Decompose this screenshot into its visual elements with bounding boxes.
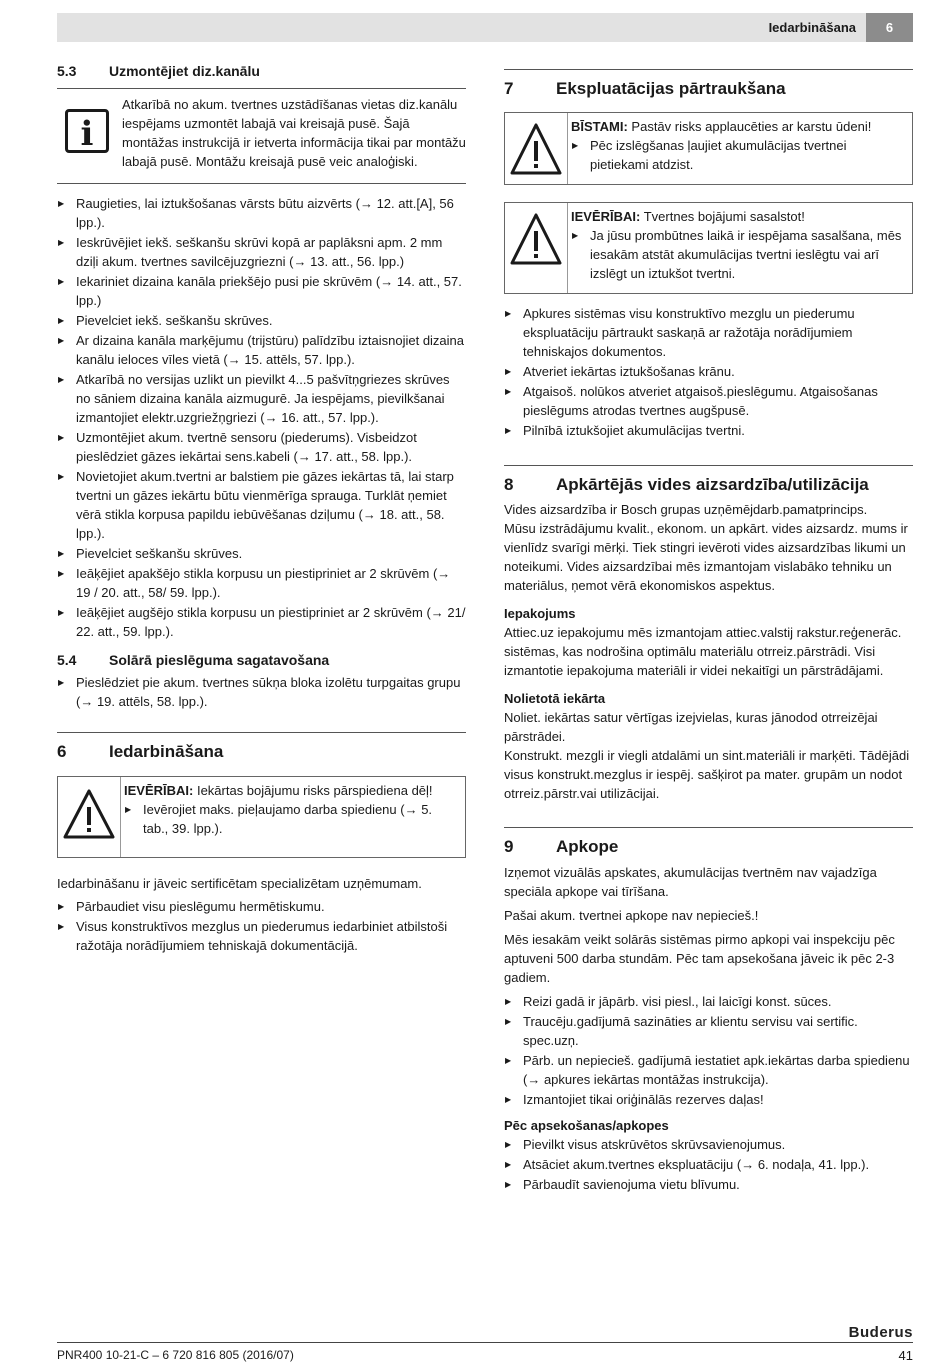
- old-device-heading: Nolietotā iekārta: [504, 691, 606, 706]
- notice-text: Tvertnes bojājumi sasalstot!: [640, 209, 805, 224]
- after-service-steps: [504, 1135, 913, 1194]
- list-item: ▶ Iekariniet dizaina kanāla priekšējo pusi pie skrūvēm (→ 14. att., 57. lpp.): [57, 272, 466, 310]
- section-5-4-heading: [57, 651, 466, 670]
- list-item: ▶ Raugieties, lai iztukšošanas vārsts būtu aizvērts (→ 12. att.[A], 56 lpp.).: [57, 194, 466, 232]
- section-title: Ekspluatācijas pārtraukšana: [556, 79, 786, 98]
- packaging-text: Attiec.uz iepakojumu mēs izmantojam attiec.valstij rakstur.reģenerāc. sistēmas, kas nodrošina optimālu materiālu otrreiz.pārstrādi. Visi izmantotie iepakojuma materiāli ir videi nekaitīgi un pārstrādājami.: [504, 625, 902, 678]
- section-title: Solārā pieslēguma sagatavošana: [109, 652, 330, 668]
- section-7-heading: [504, 77, 913, 101]
- packaging-heading: Iepakojums: [504, 606, 576, 621]
- section-9-p3: Mēs iesakām veikt solārās sistēmas pirmo apkopi vai inspekciju pēc aptuveni 500 darba stundām. Pēc tam apsekošana jāveic ik pēc 2-3 gadiem.: [504, 932, 895, 985]
- notice-steps: [124, 800, 459, 838]
- list-item: ▶ Ievērojiet maks. pieļaujamo darba spiedienu (→ 5. tab., 39. lpp.).: [124, 800, 459, 838]
- list-item: ▶ Pārbaudiet visu pieslēgumu hermētiskumu.: [57, 897, 466, 916]
- section-9-p2: Pašai akum. tvertnei apkope nav nepieciеš.!: [504, 908, 759, 923]
- list-item: ▶ Pievilkt visus atskrūvētos skrūvsavienojumus.: [504, 1135, 913, 1154]
- list-item: ▶ Pievelciet iekš. seškanšu skrūves.: [57, 311, 466, 330]
- section-9-steps: [504, 992, 913, 1109]
- section-6-steps: [57, 897, 466, 955]
- warning-icon: [505, 113, 568, 184]
- section-6-intro: Iedarbināšanu ir jāveic sertificētam specializētam uzņēmumam.: [57, 876, 422, 891]
- section-title: Uzmontējiet diz.kanālu: [109, 63, 260, 79]
- document-code: PNR400 10-21-C – 6 720 816 805 (2016/07): [57, 1348, 294, 1362]
- section-6-heading: [57, 740, 466, 764]
- danger-text: Pastāv risks applaucēties ar karstu ūdeni!: [627, 119, 872, 134]
- after-service-heading: Pēc apsekošanas/apkopes: [504, 1118, 669, 1133]
- header-section-title: Iedarbināšana: [768, 20, 856, 35]
- notice-box: [57, 776, 466, 858]
- header-section-number: 6: [866, 13, 913, 42]
- warning-icon: [58, 777, 121, 857]
- warning-icon: [505, 203, 568, 293]
- notice-label: IEVĒRĪBAI:: [571, 209, 641, 224]
- right-column: [504, 58, 913, 1195]
- section-8-p2: Mūsu izstrādājumu kvalit., ekonom. un apkārt. vides aizsardz. mums ir vienlīdz svarīgi mērķi. Tiek stingri ievēroti vides aizsardzības likumi un noteikumi. Vides aizsardzībai mēs izmantojam vislabāko tehniku un materiālus, ņemot vērā ekonomiskos aspektus.: [504, 521, 908, 593]
- list-item: ▶ Apkures sistēmas visu konstruktīvo mezglu un piederumu ekspluatāciju pārtraukt saskaņā ar ražotāja norādījumiem tehniskajos dokumentos.: [504, 304, 913, 361]
- notice-box: [504, 202, 913, 294]
- list-item: ▶ Pieslēdziet pie akum. tvertnes sūkņa bloka izolētu turpgaitas grupu (→ 19. attēls, 58. lpp.).: [57, 673, 466, 711]
- list-item: ▶ Ar dizaina kanāla marķējumu (trijstūru) palīdzību iztaisnojiet dizaina kanālu ieloces vīles vietā (→ 15. attēls, 57. lpp.).: [57, 331, 466, 369]
- page-number: 41: [898, 1348, 913, 1363]
- section-5-3-steps: [57, 194, 466, 641]
- section-number: 6: [57, 742, 67, 761]
- section-title: Apkope: [556, 837, 619, 856]
- list-item: ▶ Visus konstruktīvos mezglus un piederumus iedarbiniet atbilstoši ražotāja norādījumiem tehniskajā dokumentācijā.: [57, 917, 466, 955]
- brand-logo: Buderus: [848, 1324, 913, 1341]
- old-device-text-2: Konstrukt. mezgli ir viegli atdalāmi un sint.materiāli ir marķēti. Tādējādi visus konstrukt.mezglus ir iespēj. sašķirot pa mater. grupām un nodot otrreiz.pārstr.vai utilizācijai.: [504, 748, 910, 801]
- notice-label: IEVĒRĪBAI:: [124, 783, 194, 798]
- section-9-heading: [504, 835, 913, 859]
- section-9-p1: Izņemot vizuālās apskates, akumulācijas tvertnēm nav vajadzīga speciāla apkope vai tīrīšana.: [504, 865, 877, 899]
- section-number: 8: [504, 475, 514, 494]
- section-number: 5.4: [57, 652, 77, 668]
- notice-text: Iekārtas bojājumu risks pārspiediena dēļ!: [193, 783, 433, 798]
- list-item: ▶ Pārbaudīt savienojuma vietu blīvumu.: [504, 1175, 913, 1194]
- section-title: Iedarbināšana: [109, 742, 224, 761]
- list-item: ▶ Pilnībā iztukšojiet akumulācijas tvertni.: [504, 421, 913, 440]
- section-number: 5.3: [57, 63, 77, 79]
- list-item: ▶ Reizi gadā ir jāpārb. visi piesl., lai laicīgi konst. sūces.: [504, 992, 913, 1011]
- list-item: ▶ Uzmontējiet akum. tvertnē sensoru (piederums). Visbeidzot pieslēdziet gāzes iekārtai sens.kabeli (→ 17. att., 58. lpp.).: [57, 428, 466, 466]
- info-icon: i: [65, 109, 109, 153]
- list-item: ▶ Ja jūsu prombūtnes laikā ir iespējama sasalšana, mēs iesakām atstāt akumulācijas tvertni ieslēgtu vai arī izslēgt un iztukšot tvertni.: [571, 226, 906, 283]
- info-text: Atkarībā no akum. tvertnes uzstādīšanas vietas diz.kanālu iespējams uzmontēt labajā vai kreisajā pusē. Šajā montāžas instrukcijā ir ietverta informācija tikai par montāžu labajā pusē. Montāžu kreisajā pusē veic analoģiski.: [122, 97, 466, 169]
- section-5-4-steps: [57, 673, 466, 711]
- list-item: ▶ Pārb. un nepiecieš. gadījumā iestatiet apk.iekārtas darba spiedienu (→ apkures iekārtas montāžas instrukcija).: [504, 1051, 913, 1089]
- list-item: ▶ Atkarībā no versijas uzlikt un pievilkt 4...5 pašvītņgriezes skrūves no sāniem dizaina kanāla aizmugurē. Ja iespējams, pievilkšanai izmantojiet elektr.uzgriežņgriezi (→ 16. att., 57. lpp.).: [57, 370, 466, 427]
- old-device-text-1: Noliet. iekārtas satur vērtīgas izejvielas, kuras jānodod otrreizējai pārstrādei.: [504, 710, 878, 744]
- section-7-steps: [504, 304, 913, 440]
- info-note: [57, 95, 466, 181]
- danger-steps: [571, 136, 906, 174]
- list-item: ▶ Izmantojiet tikai oriģinālās rezerves daļas!: [504, 1090, 913, 1109]
- list-item: ▶ Novietojiet akum.tvertni ar balstiem pie gāzes iekārtas tā, lai starp tvertni un gāzes iekārtu būtu vienmērīga sprauga. Turklāt ņemiet vērā stikla korpusa papildu iebūvēšanas dziļumu (→ 18. att., 58. lpp.).: [57, 467, 466, 543]
- notice-steps: [571, 226, 906, 283]
- list-item: ▶ Ieāķējiet augšējo stikla korpusu un piestipriniet ar 2 skrūvēm (→ 21/ 22. att., 59. lpp.).: [57, 603, 466, 641]
- section-title: Apkārtējās vides aizsardzība/utilizācija: [556, 475, 869, 494]
- list-item: ▶ Ieāķējiet apakšējo stikla korpusu un piestipriniet ar 2 skrūvēm (→ 19 / 20. att., 58/ 59. lpp.).: [57, 564, 466, 602]
- section-8-heading: [504, 473, 913, 497]
- section-8-p1: Vides aizsardzība ir Bosch grupas uzņēmējdarb.pamatprincips.: [504, 502, 868, 517]
- page-header: [57, 13, 913, 42]
- list-item: ▶ Atgaisoš. nolūkos atveriet atgaisoš.pieslēgumu. Atgaisošanas pieslēgums atrodas tvertnes augšpusē.: [504, 382, 913, 420]
- list-item: ▶ Pēc izslēgšanas ļaujiet akumulācijas tvertnei pietiekami atdzist.: [571, 136, 906, 174]
- danger-box: [504, 112, 913, 185]
- danger-label: BĪSTAMI:: [571, 119, 628, 134]
- list-item: ▶ Pievelciet seškanšu skrūves.: [57, 544, 466, 563]
- section-number: 9: [504, 837, 514, 856]
- list-item: ▶ Atveriet iekārtas iztukšošanas krānu.: [504, 362, 913, 381]
- left-column: [57, 58, 466, 956]
- list-item: ▶ Ieskrūvējiet iekš. seškanšu skrūvi kopā ar paplāksni apm. 2 mm dziļi akum. tvertnes savilcējuzgriezni (→ 13. att., 56. lpp.): [57, 233, 466, 271]
- section-number: 7: [504, 79, 514, 98]
- list-item: ▶ Atsāciet akum.tvertnes ekspluatāciju (→ 6. nodaļa, 41. lpp.).: [504, 1155, 913, 1174]
- list-item: ▶ Traucēju.gadījumā sazināties ar klientu servisu vai sertific. spec.uzņ.: [504, 1012, 913, 1050]
- section-5-3-heading: [57, 62, 466, 81]
